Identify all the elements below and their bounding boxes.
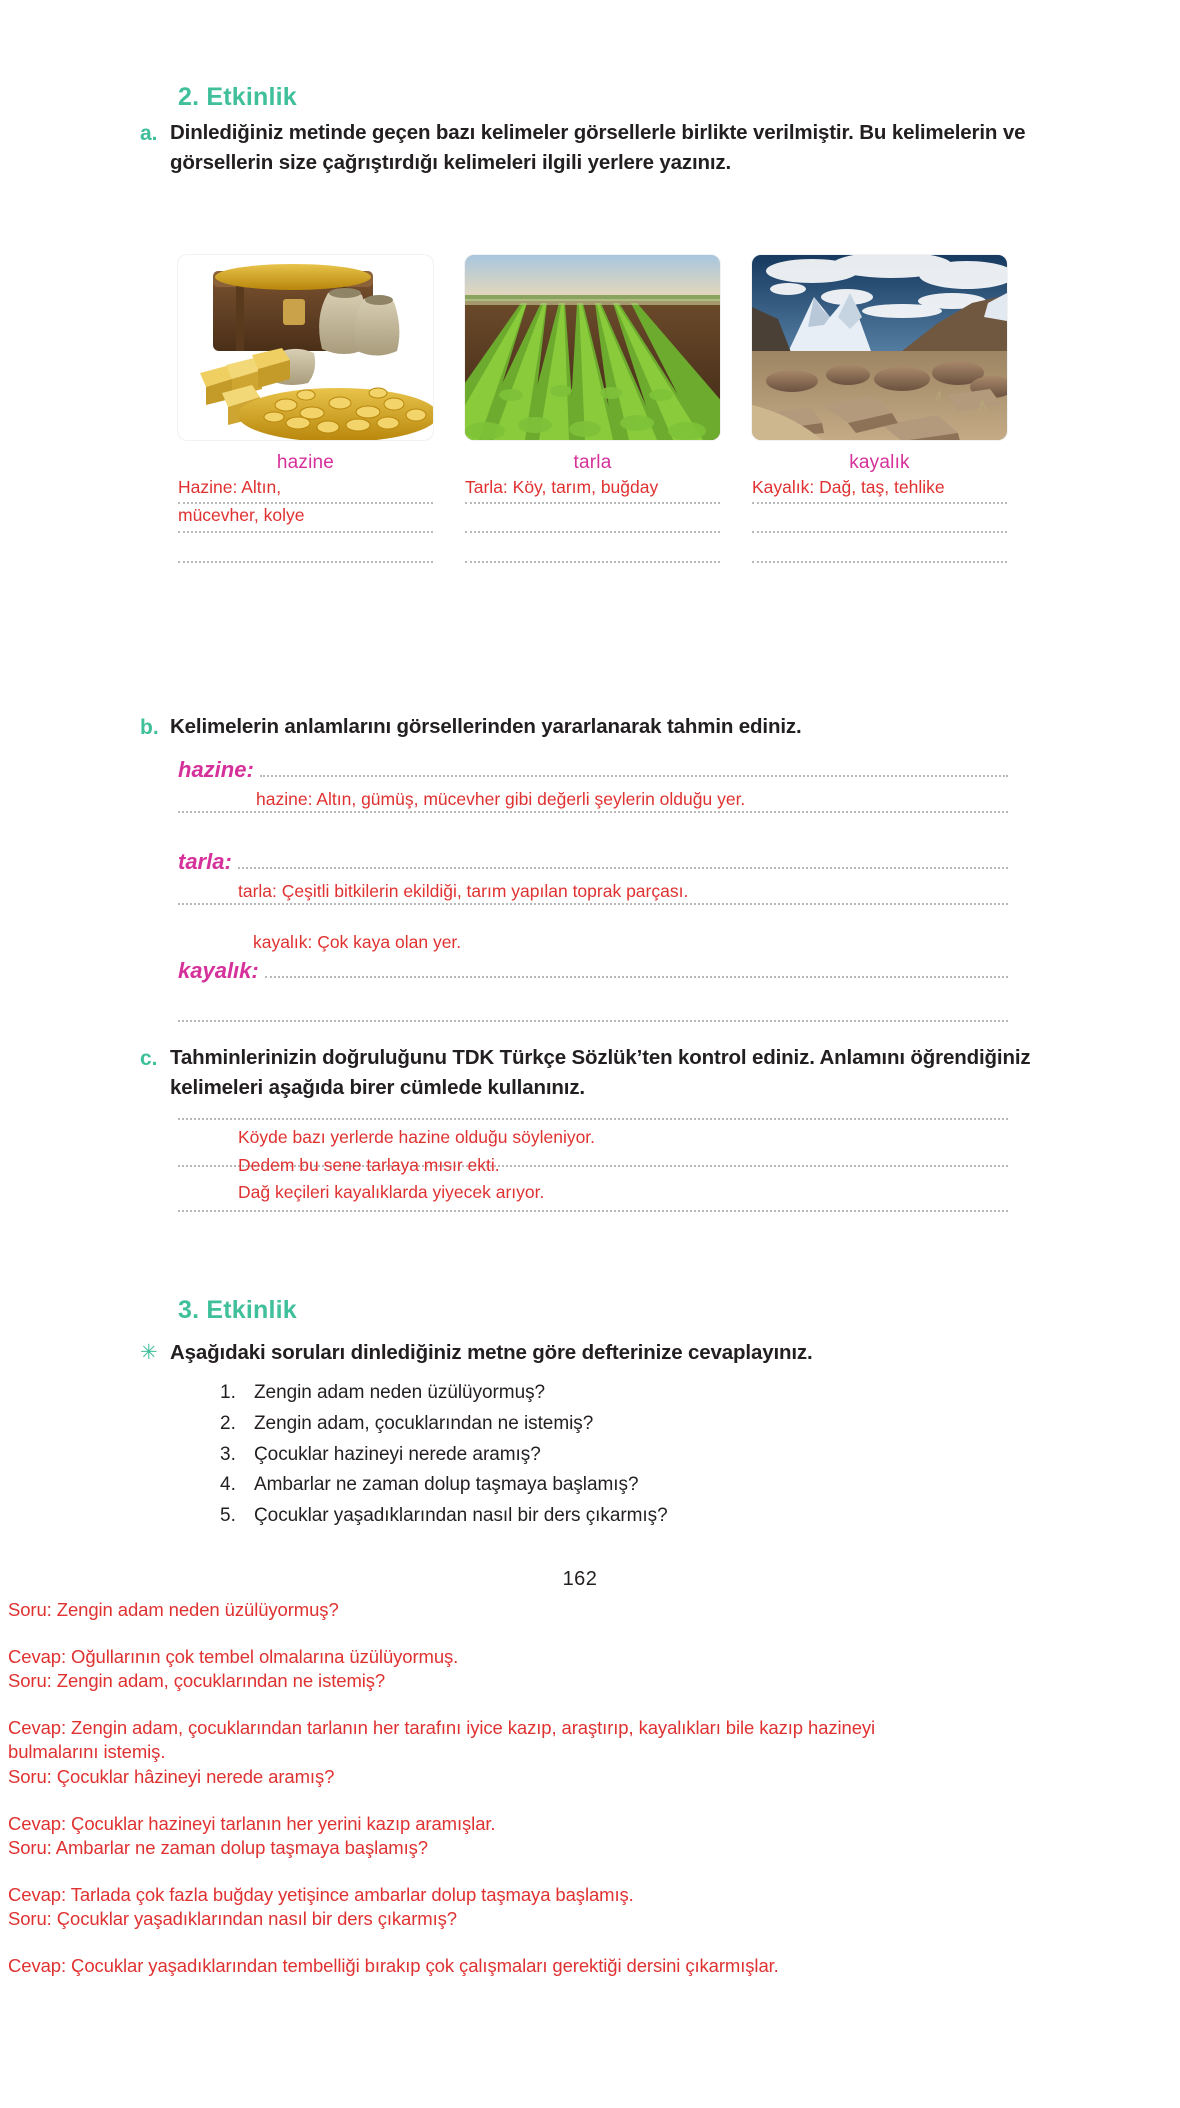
image-row bbox=[178, 255, 1008, 563]
handwritten-answer-kayalik-1: Kayalık: Dağ, taş, tehlike bbox=[752, 477, 945, 497]
page-number bbox=[0, 1568, 1180, 1591]
dotted-line bbox=[260, 775, 1008, 777]
activity-3-instruction-text: Aşağıdaki soruları dinlediğiniz metne göre defterinize cevaplayınız. bbox=[170, 1341, 813, 1364]
answer-lines-hazine bbox=[178, 476, 433, 563]
treasure-chest-photo bbox=[178, 255, 433, 440]
activity-3-instruction bbox=[140, 1338, 1070, 1368]
question-number: 3. bbox=[220, 1443, 236, 1465]
definition-word-kayalik: kayalık: bbox=[178, 958, 259, 983]
definition-row-kayalik bbox=[178, 932, 1008, 1022]
list-item bbox=[220, 1501, 980, 1532]
image-caption-hazine: hazine bbox=[276, 452, 335, 473]
question-number: 5. bbox=[220, 1505, 236, 1527]
dotted-line bbox=[178, 1020, 1008, 1022]
dotted-line bbox=[465, 561, 720, 563]
handwritten-answer-tarla-2 bbox=[465, 504, 720, 526]
dotted-line bbox=[238, 867, 1008, 869]
image-cell-tarla bbox=[465, 255, 720, 563]
written-sentence-2: Dedem bu sene tarlaya mısır ekti. bbox=[238, 1155, 500, 1175]
definition-answer-kayalik: kayalık: Çok kaya olan yer. bbox=[253, 932, 462, 952]
instruction-c-text: Tahminlerinizin doğruluğunu TDK Türkçe Sözlük’ten kontrol ediniz. Anlamını öğrendiğiniz kelimeleri aşağıda birer cümlede kullanınız. bbox=[170, 1046, 1031, 1100]
rocky-mountain-photo bbox=[752, 255, 1007, 440]
handwritten-answer-hazine-2: mücevher, kolye bbox=[178, 505, 305, 526]
question-number: 4. bbox=[220, 1474, 236, 1496]
answer-lines-tarla bbox=[465, 476, 720, 563]
definition-word-hazine: hazine: bbox=[178, 757, 254, 782]
image-cell-kayalik bbox=[752, 255, 1007, 563]
answer-line: Cevap: Oğullarının çok tembel olmalarına üzülüyormuş. bbox=[8, 1645, 459, 1667]
question-text: Zengin adam neden üzülüyormuş? bbox=[254, 1382, 546, 1403]
image-cell-hazine bbox=[178, 255, 433, 563]
instruction-b-text: Kelimelerin anlamlarını görsellerinden yararlanarak tahmin ediniz. bbox=[170, 715, 802, 738]
dotted-line bbox=[178, 1210, 1008, 1212]
question-list bbox=[220, 1378, 980, 1532]
dotted-line bbox=[178, 903, 1008, 905]
question-text: Zengin adam, çocuklarından ne istemiş? bbox=[254, 1412, 594, 1434]
dotted-line bbox=[265, 976, 1008, 978]
instruction-a-letter: a. bbox=[140, 122, 158, 145]
answer-line: Soru: Çocuklar hâzineyi nerede aramış? bbox=[8, 1765, 335, 1787]
answer-line: bulmalarını istemiş. bbox=[8, 1741, 166, 1763]
handwritten-answer-kayalik-2 bbox=[752, 504, 1007, 526]
instruction-c bbox=[140, 1043, 1070, 1104]
star-bullet-icon: ✳ bbox=[140, 1341, 158, 1364]
answer-lines-kayalik bbox=[752, 476, 1007, 563]
handwritten-answer-hazine-1: Hazine: Altın, bbox=[178, 477, 282, 497]
answer-line: Soru: Zengin adam neden üzülüyormuş? bbox=[8, 1599, 339, 1620]
dotted-line bbox=[178, 561, 433, 563]
image-caption-kayalik: kayalık bbox=[849, 452, 910, 473]
dotted-line bbox=[752, 561, 1007, 563]
answer-line: Soru: Zengin adam, çocuklarından ne istemiş? bbox=[8, 1670, 386, 1692]
answer-line: Soru: Ambarlar ne zaman dolup taşmaya başlamış? bbox=[8, 1837, 428, 1859]
answer-line: Soru: Çocuklar yaşadıklarından nasıl bir ders çıkarmış? bbox=[8, 1908, 457, 1930]
question-text: Ambarlar ne zaman dolup taşmaya başlamış? bbox=[254, 1474, 639, 1496]
definition-word-tarla: tarla: bbox=[178, 849, 232, 874]
instruction-b bbox=[140, 712, 1070, 743]
definition-answer-tarla: tarla: Çeşitli bitkilerin ekildiği, tarım yapılan toprak parçası. bbox=[238, 881, 689, 901]
written-sentence-1: Köyde bazı yerlerde hazine olduğu söyleniyor. bbox=[238, 1127, 596, 1147]
definition-row-hazine bbox=[178, 757, 1008, 815]
crop-field-photo bbox=[465, 255, 720, 440]
instruction-a-text: Dinlediğiniz metinde geçen bazı kelimeler görsellerle birlikte verilmiştir. Bu kelimelerin ve görsellerin size çağrıştırdığı kelimeleri ilgili yerlere yazınız. bbox=[170, 121, 1026, 175]
answer-line: Cevap: Çocuklar yaşadıklarından tembelliği bırakıp çok çalışmaları gerektiği dersini çıkarmışlar. bbox=[8, 1954, 779, 1976]
activity-2-title: 2. Etkinlik bbox=[178, 83, 297, 111]
answer-line: Cevap: Zengin adam, çocuklarından tarlanın her tarafını iyice kazıp, araştırıp, kayalıkları bile kazıp hazineyi bbox=[8, 1716, 876, 1738]
sentence-answer-lines bbox=[178, 1118, 1008, 1218]
instruction-b-letter: b. bbox=[140, 716, 159, 739]
definition-row-tarla bbox=[178, 849, 1008, 907]
answers-block bbox=[8, 1598, 1173, 1979]
definition-answer-hazine: hazine: Altın, gümüş, mücevher gibi değerli şeylerin olduğu yer. bbox=[256, 789, 746, 809]
instruction-c-letter: c. bbox=[140, 1047, 158, 1070]
page-number-value: 162 bbox=[562, 1568, 598, 1590]
question-number: 1. bbox=[220, 1382, 236, 1403]
written-sentence-3: Dağ keçileri kayalıklarda yiyecek arıyor. bbox=[238, 1182, 545, 1202]
question-number: 2. bbox=[220, 1412, 236, 1434]
dotted-line bbox=[178, 811, 1008, 813]
instruction-a bbox=[140, 118, 1070, 179]
answer-line: Cevap: Çocuklar hazineyi tarlanın her yerini kazıp aramışlar. bbox=[8, 1812, 496, 1834]
image-caption-tarla: tarla bbox=[573, 452, 612, 473]
question-text: Çocuklar hazineyi nerede aramış? bbox=[254, 1443, 541, 1465]
list-item bbox=[220, 1409, 980, 1440]
answer-line: Cevap: Tarlada çok fazla buğday yetişince ambarlar dolup taşmaya başlamış. bbox=[8, 1883, 634, 1905]
list-item bbox=[220, 1440, 980, 1471]
list-item bbox=[220, 1378, 980, 1409]
handwritten-answer-tarla-1: Tarla: Köy, tarım, buğday bbox=[465, 477, 659, 497]
question-text: Çocuklar yaşadıklarından nasıl bir ders çıkarmış? bbox=[254, 1505, 668, 1527]
dotted-line bbox=[178, 1118, 1008, 1120]
activity-3-title: 3. Etkinlik bbox=[178, 1296, 297, 1324]
list-item bbox=[220, 1470, 980, 1501]
